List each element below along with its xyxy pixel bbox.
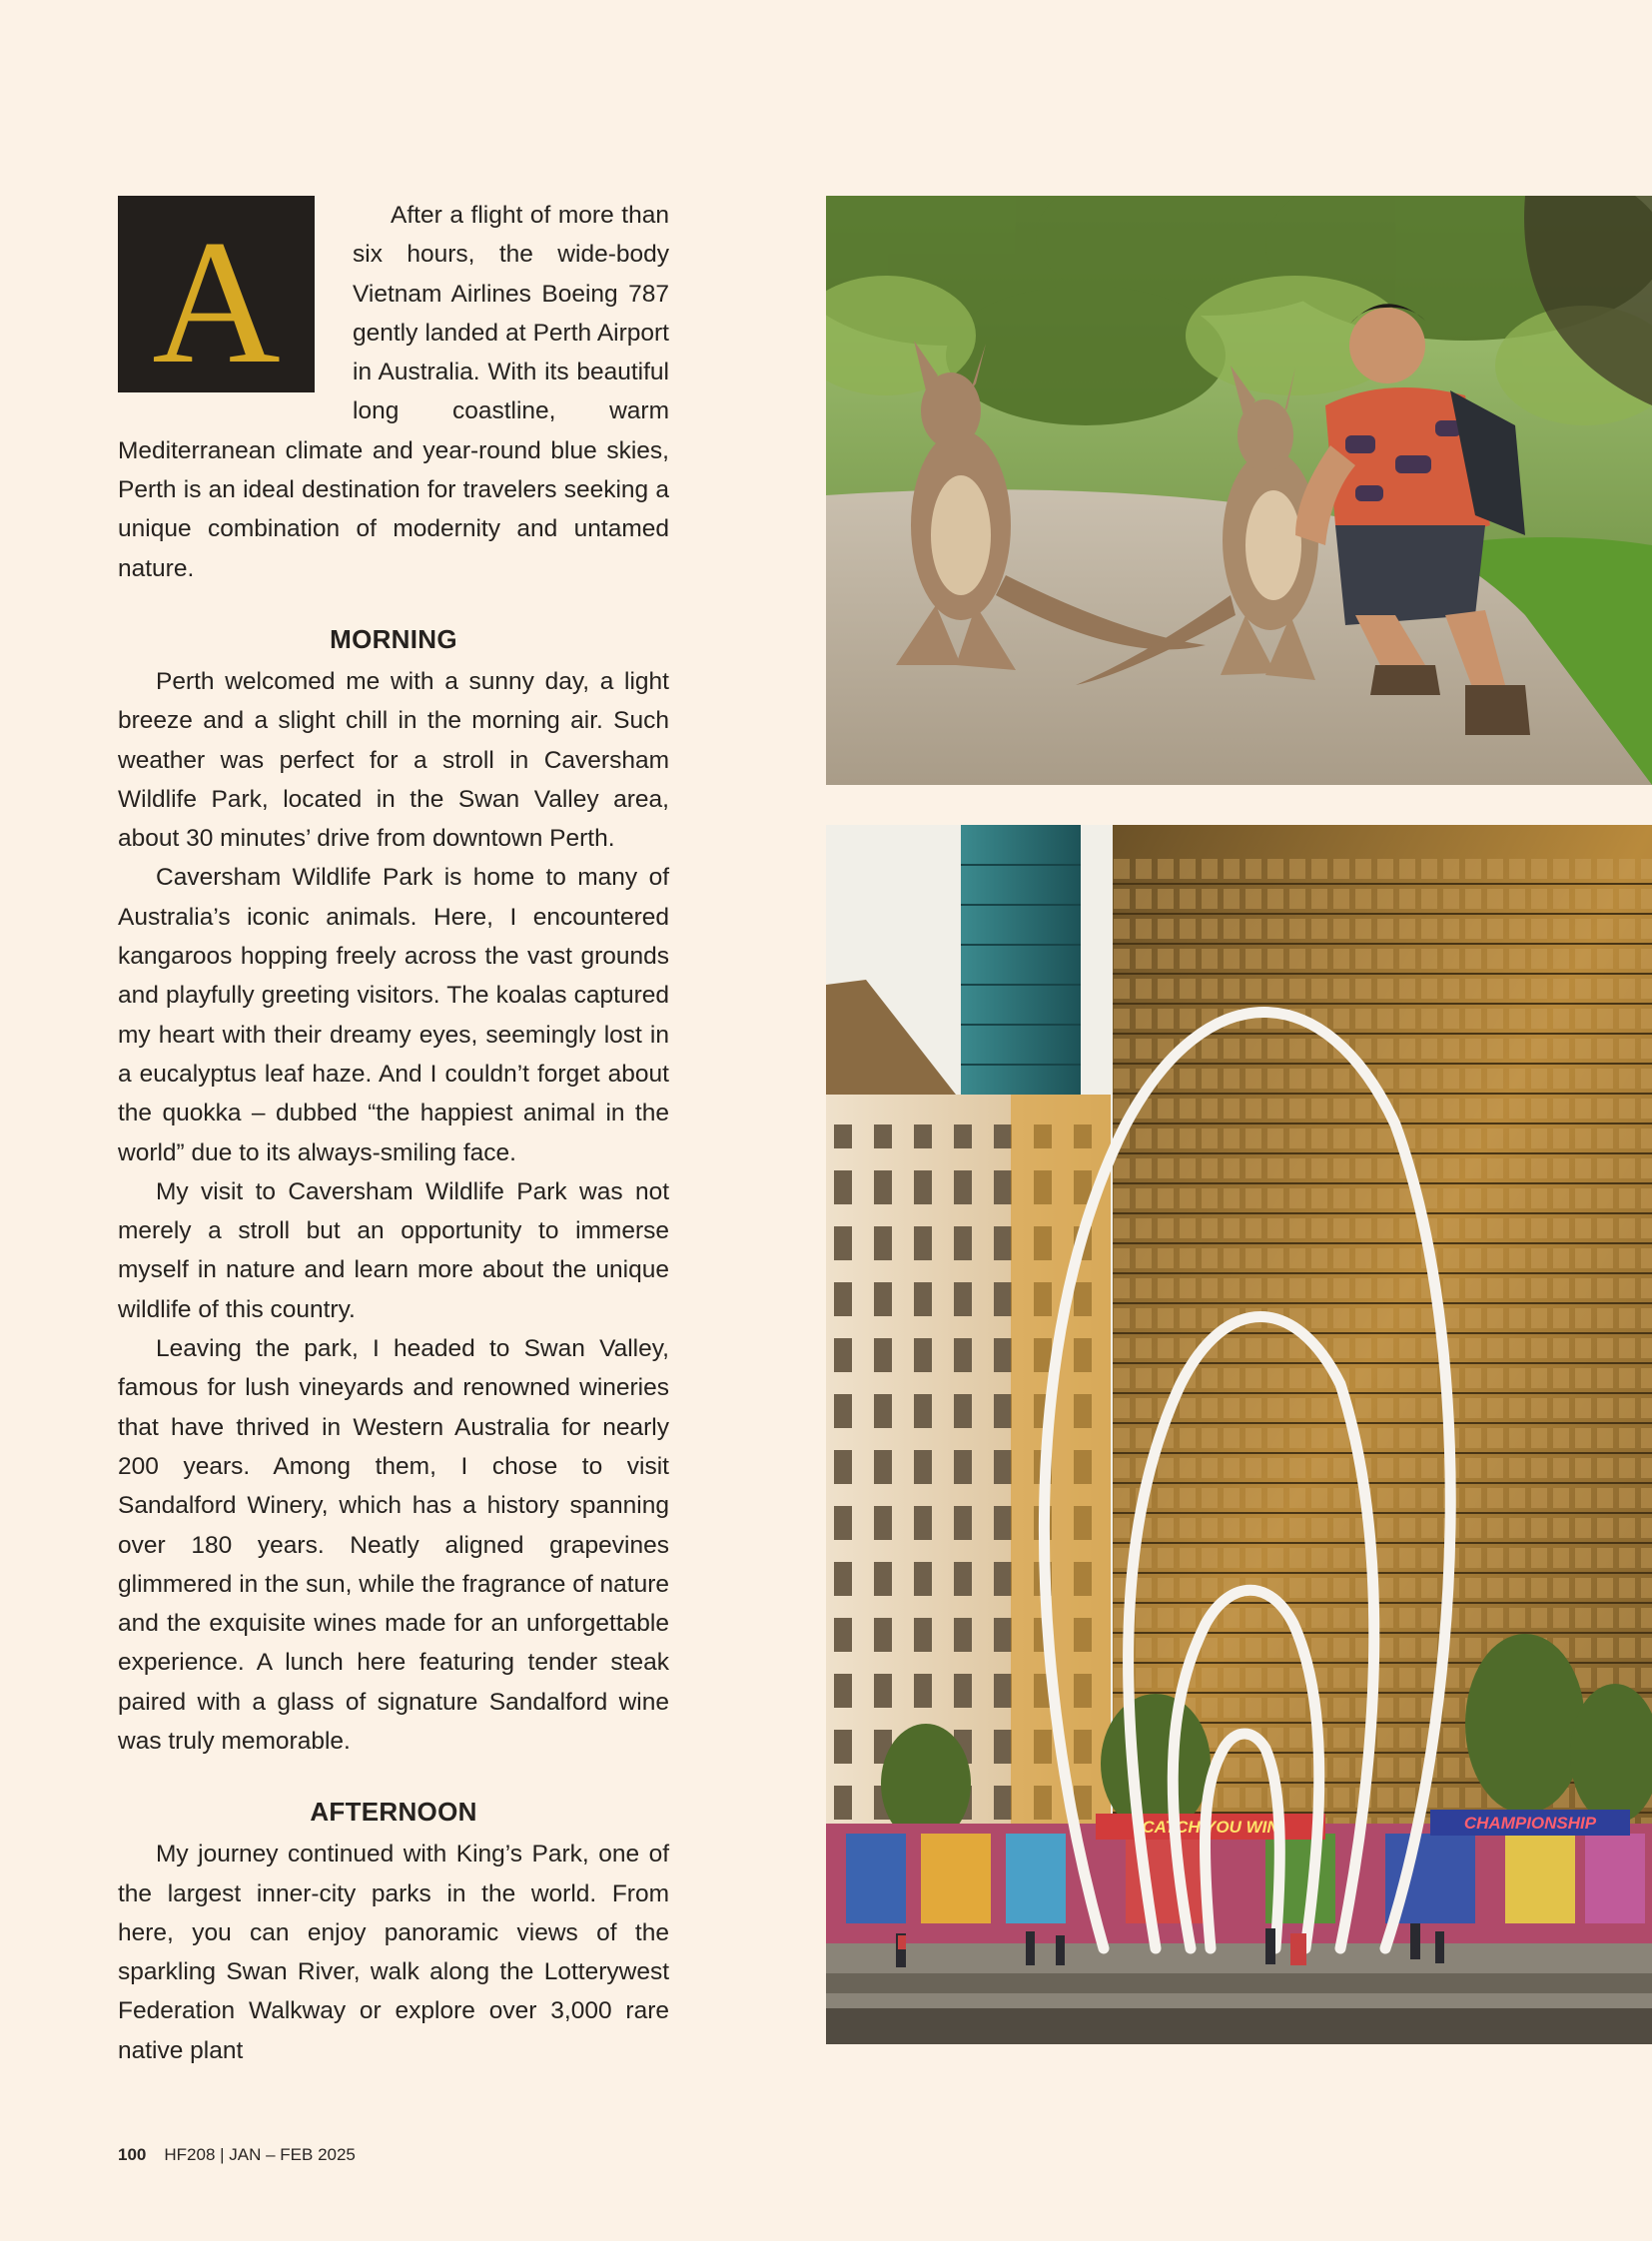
banner-right: CHAMPIONSHIP — [1463, 1814, 1597, 1833]
paragraph: My visit to Caversham Wildlife Park was not merely a stroll but an opportunity to immerse myself in nature and learn more about the unique wildlife of this country. — [118, 1177, 669, 1323]
dropcap: A — [118, 196, 315, 392]
city-photo-illustration — [826, 825, 1652, 2044]
kangaroo-photo — [826, 196, 1652, 785]
city-spanda-photo — [826, 825, 1652, 2044]
article-column — [118, 196, 669, 2070]
banner-left: CATCH YOU WIN — [1142, 1818, 1279, 1837]
heading-afternoon: AFTERNOON — [310, 1797, 477, 1828]
paragraph: My journey continued with King’s Park, one of the largest inner-city parks in the world. From here, you can enjoy panoramic views of the sparkling Swan River, walk along the Lotterywest Federation Walkway or explore over 3,000 rare native plant — [118, 1841, 669, 2064]
kangaroo-photo-illustration — [826, 196, 1652, 785]
paragraph: Leaving the park, I headed to Swan Valley, famous for lush vineyards and renowned wineries that have thrived in Western Australia for nearly 200 years. Among them, I chose to visit Sandalford Winery, which has a history spanning over 180 years. Neatly aligned grapevines glimmered in the sun, while the fragrance of nature and the exquisite wines made for an unforgettable experience. A lunch here featuring tender steak paired with a glass of signature Sandalford wine was truly memorable. — [118, 1335, 669, 1755]
intro-paragraph: After a flight of more than six hours, the wide-body Vietnam Airlines Boeing 787 gently landed at Perth Airport in Australia. With its beautiful long coastline, warm Mediterranean climate and year-round blue skies, Perth is an ideal destination for travelers seeking a unique combination of modernity and untamed nature. — [118, 202, 669, 582]
page-footer — [118, 2145, 356, 2165]
issue-info: HF208 | JAN – FEB 2025 — [164, 2145, 356, 2164]
page-number: 100 — [118, 2145, 147, 2164]
heading-morning: MORNING — [330, 623, 457, 654]
paragraph: Caversham Wildlife Park is home to many of Australia’s iconic animals. Here, I encountered kangaroos hopping freely across the vast grounds and playfully greeting visitors. The koalas captured my heart with their dreamy eyes, seemingly lost in a eucalyptus leaf haze. And I couldn’t forget about the quokka – dubbed “the happiest animal in the world” due to its always-smiling face. — [118, 864, 669, 1166]
paragraph: Perth welcomed me with a sunny day, a light breeze and a slight chill in the morning air. Such weather was perfect for a stroll in Caversham Wildlife Park, located in the Swan Valley area, about 30 minutes’ drive from downtown Perth. — [118, 667, 669, 853]
